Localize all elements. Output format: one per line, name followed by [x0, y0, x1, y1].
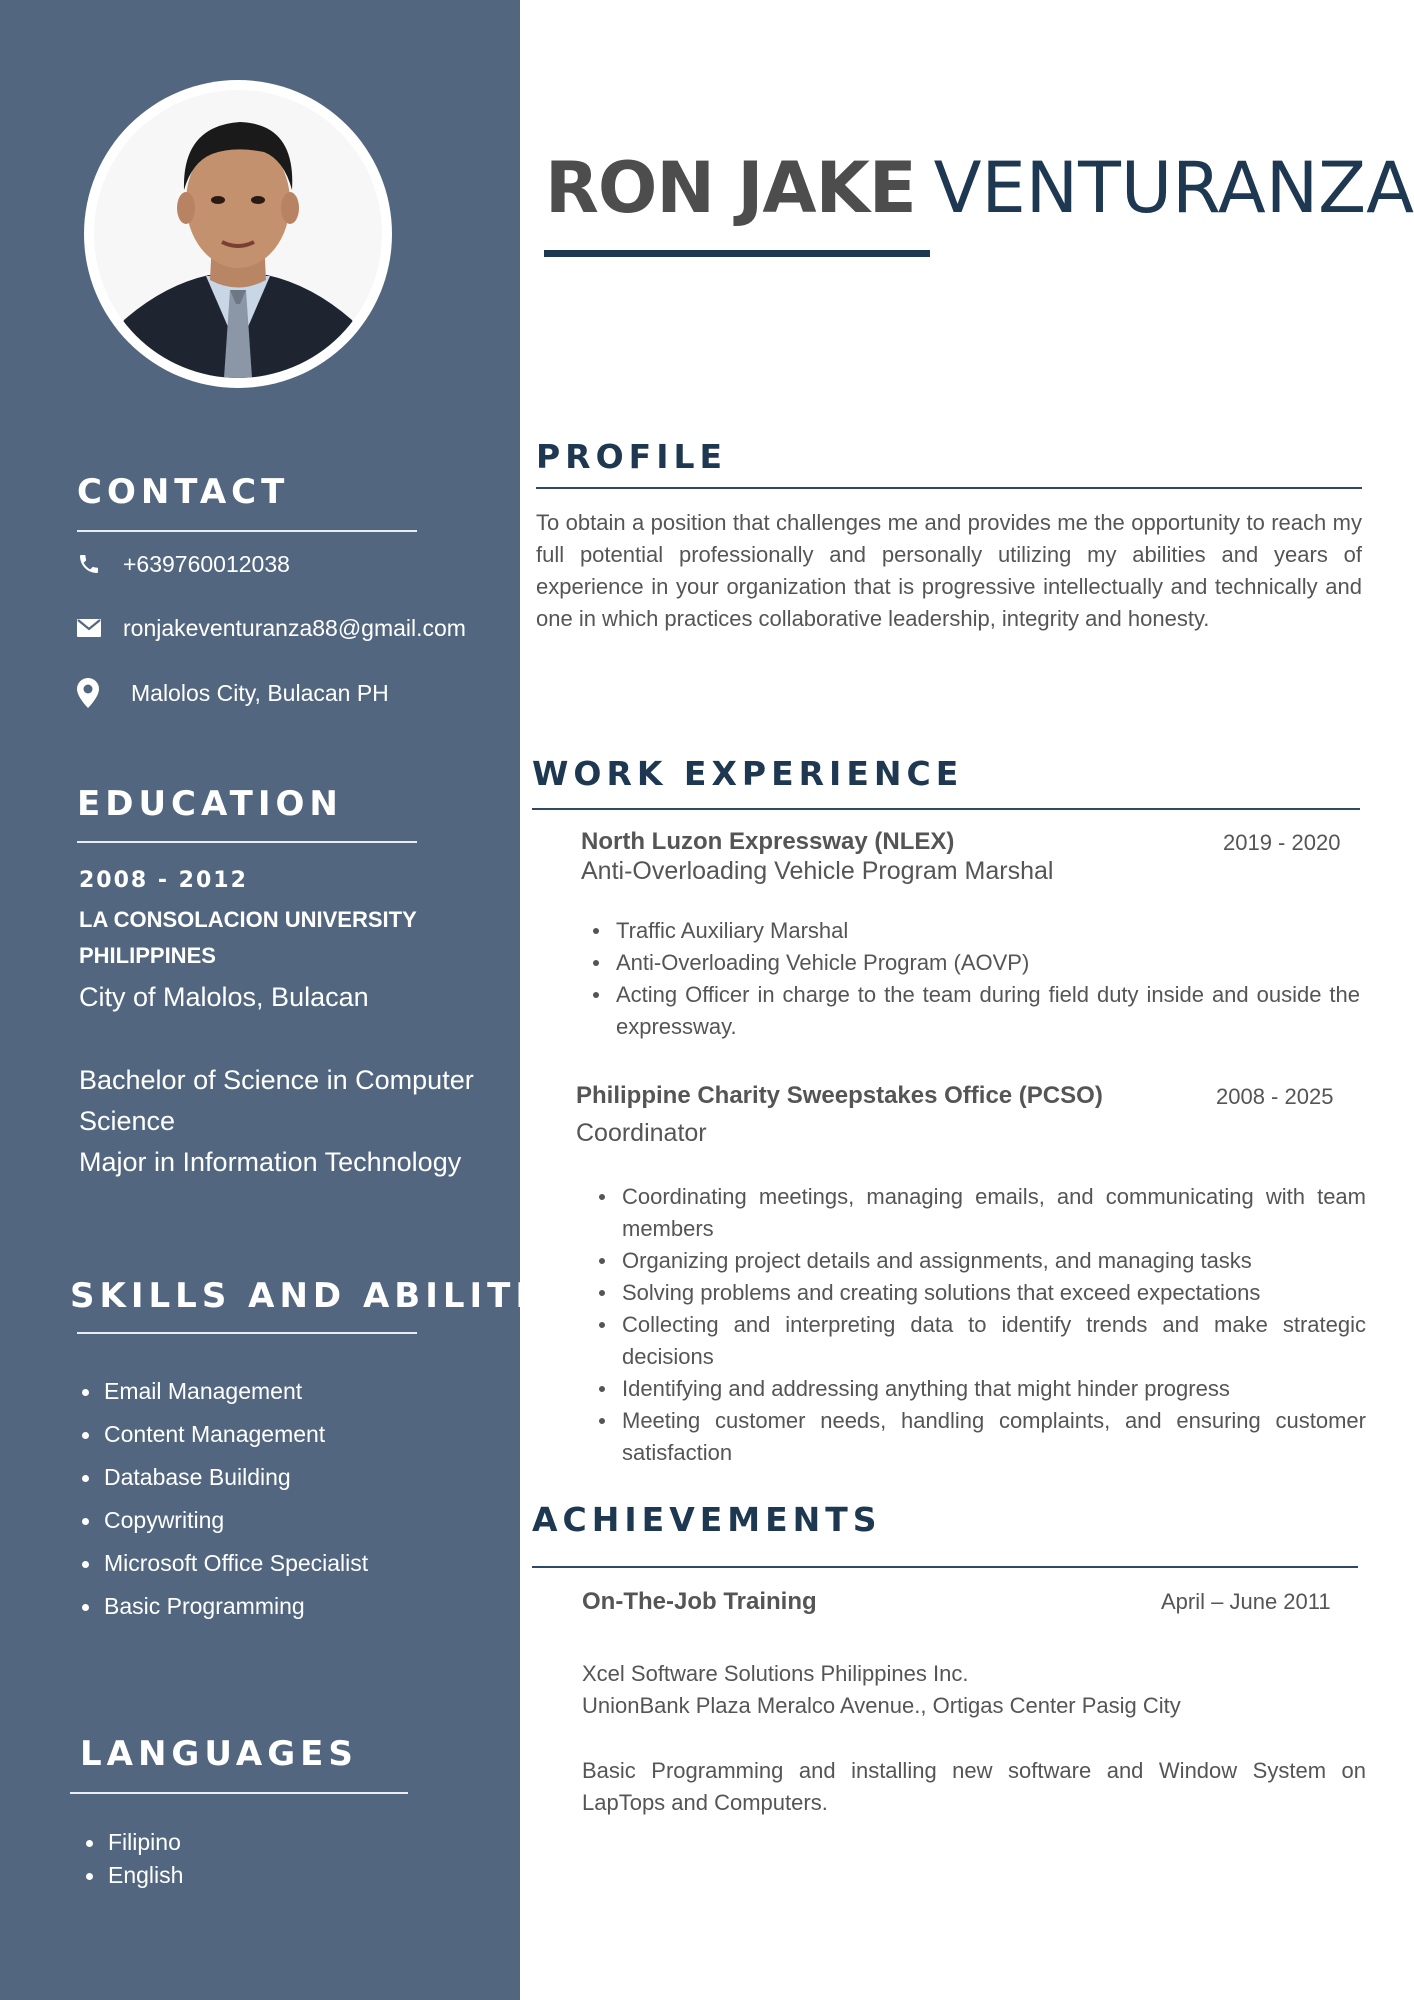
phone-icon — [77, 550, 105, 578]
education-heading: EDUCATION — [77, 784, 343, 824]
list-item: Organizing project details and assignments, and managing tasks — [587, 1245, 1366, 1277]
skills-divider — [77, 1332, 417, 1334]
work-divider — [532, 808, 1360, 810]
name-underline — [544, 250, 930, 257]
email-address[interactable]: ronjakeventuranza88@gmail.com — [123, 614, 466, 641]
last-name: VENTURANZA — [933, 147, 1414, 229]
education-degree — [79, 1060, 499, 1183]
phone-number[interactable]: +639760012038 — [123, 550, 290, 577]
contact-divider — [77, 530, 417, 532]
list-item: Acting Officer in charge to the team during field duty inside and ouside the expressway. — [581, 979, 1360, 1043]
list-item: Content Management — [80, 1413, 368, 1456]
profile-text: To obtain a position that challenges me and provides me the opportunity to reach my full potential professionally and personally utilizing my abilities and years of experience in your organization that is progressive intellectually and technically and one in which practices collaborative leadership, integrity and honesty. — [536, 510, 1362, 631]
location-pin-icon — [77, 679, 105, 707]
job-bullets — [581, 915, 1360, 1043]
list-item: Identifying and addressing anything that might hinder progress — [587, 1373, 1366, 1405]
list-item: Traffic Auxiliary Marshal — [581, 915, 1360, 947]
achievement-company: Xcel Software Solutions Philippines Inc. — [582, 1661, 969, 1686]
education-school: LA CONSOLACION UNIVERSITY PHILIPPINES — [79, 907, 417, 968]
degree-line-2: Major in Information Technology — [79, 1147, 462, 1177]
languages-heading: LANGUAGES — [80, 1734, 358, 1774]
full-name — [545, 148, 1414, 228]
profile-photo-frame — [84, 80, 392, 388]
job-bullets — [587, 1181, 1366, 1469]
achievement-address: UnionBank Plaza Meralco Avenue., Ortigas Center Pasig City — [582, 1693, 1181, 1718]
skills-list — [80, 1370, 368, 1628]
achievement-description: Basic Programming and installing new software and Window System on LapTops and Computers. — [582, 1758, 1366, 1815]
job-dates: 2019 - 2020 — [1223, 830, 1341, 855]
list-item: Basic Programming — [80, 1585, 368, 1628]
address-text: Malolos City, Bulacan PH — [131, 679, 389, 706]
education-divider — [77, 841, 417, 843]
contact-heading: CONTACT — [77, 472, 290, 512]
list-item: Solving problems and creating solutions that exceed expectations — [587, 1277, 1366, 1309]
job-company: North Luzon Expressway (NLEX) — [581, 828, 955, 855]
list-item: Database Building — [80, 1456, 368, 1499]
achievements-heading: ACHIEVEMENTS — [532, 1500, 882, 1539]
degree-line-1: Bachelor of Science in Computer Science — [79, 1065, 474, 1136]
profile-heading: PROFILE — [536, 437, 728, 476]
languages-divider — [70, 1792, 408, 1794]
list-item: Email Management — [80, 1370, 368, 1413]
sidebar — [0, 0, 591, 2000]
achievement-dates: April – June 2011 — [1161, 1589, 1331, 1614]
list-item: Meeting customer needs, handling complaints, and ensuring customer satisfaction — [587, 1405, 1366, 1469]
education-years: 2008 - 2012 — [79, 868, 248, 893]
job-title: Coordinator — [576, 1119, 707, 1147]
contact-email — [77, 613, 466, 643]
education-location: City of Malolos, Bulacan — [79, 982, 369, 1012]
first-name: RON JAKE — [545, 147, 916, 229]
list-item: Filipino — [84, 1826, 183, 1859]
job-title: Anti-Overloading Vehicle Program Marshal — [581, 857, 1054, 885]
job-dates: 2008 - 2025 — [1216, 1084, 1334, 1109]
list-item: Coordinating meetings, managing emails, and communicating with team members — [587, 1181, 1366, 1245]
profile-divider — [536, 487, 1362, 489]
list-item: English — [84, 1859, 183, 1892]
skills-heading: SKILLS AND ABILITIES — [70, 1276, 591, 1316]
list-item: Collecting and interpreting data to identify trends and make strategic decisions — [587, 1309, 1366, 1373]
list-item: Copywriting — [80, 1499, 368, 1542]
work-heading: WORK EXPERIENCE — [532, 754, 964, 793]
list-item: Microsoft Office Specialist — [80, 1542, 368, 1585]
contact-phone — [77, 549, 290, 579]
achievement-title: On-The-Job Training — [582, 1588, 817, 1615]
contact-address — [77, 678, 389, 708]
list-item: Anti-Overloading Vehicle Program (AOVP) — [581, 947, 1360, 979]
mail-icon — [77, 614, 105, 642]
languages-list — [84, 1826, 183, 1892]
profile-photo — [94, 90, 382, 378]
achievements-divider — [532, 1566, 1358, 1568]
job-company: Philippine Charity Sweepstakes Office (PCSO) — [576, 1082, 1103, 1109]
